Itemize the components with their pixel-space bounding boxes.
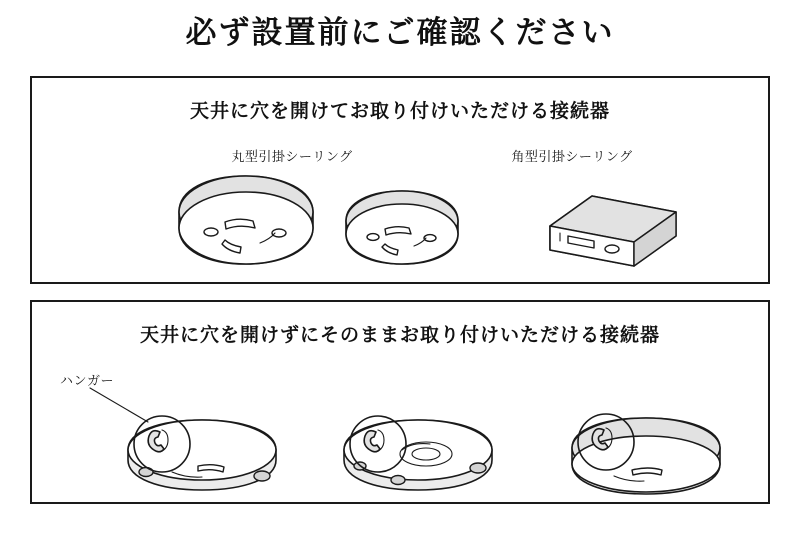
panel-ceiling-hole [30,76,770,284]
hanger-rosette-b-icon [328,410,514,496]
round-ceiling-rosette-icon [167,170,327,275]
page-title: 必ず設置前にご確認ください [185,15,615,50]
square-ceiling-rosette-icon [530,186,690,278]
caption-square-rosette: 角型引掛シーリング [511,149,633,164]
panel-no-hole-heading: 天井に穴を開けずにそのままお取り付けいただける接続器 [139,325,660,346]
hanger-rosette-a-icon [110,410,300,496]
caption-round-rosette: 丸型引掛シーリング [231,149,353,164]
panel-no-hole [30,300,770,504]
panel-ceiling-hole-heading: 天井に穴を開けてお取り付けいただける接続器 [189,101,610,122]
hanger-label: ハンガー [60,373,115,388]
hanger-rosette-c-icon [554,410,740,496]
round-ceiling-rosette-small-icon [337,186,469,274]
